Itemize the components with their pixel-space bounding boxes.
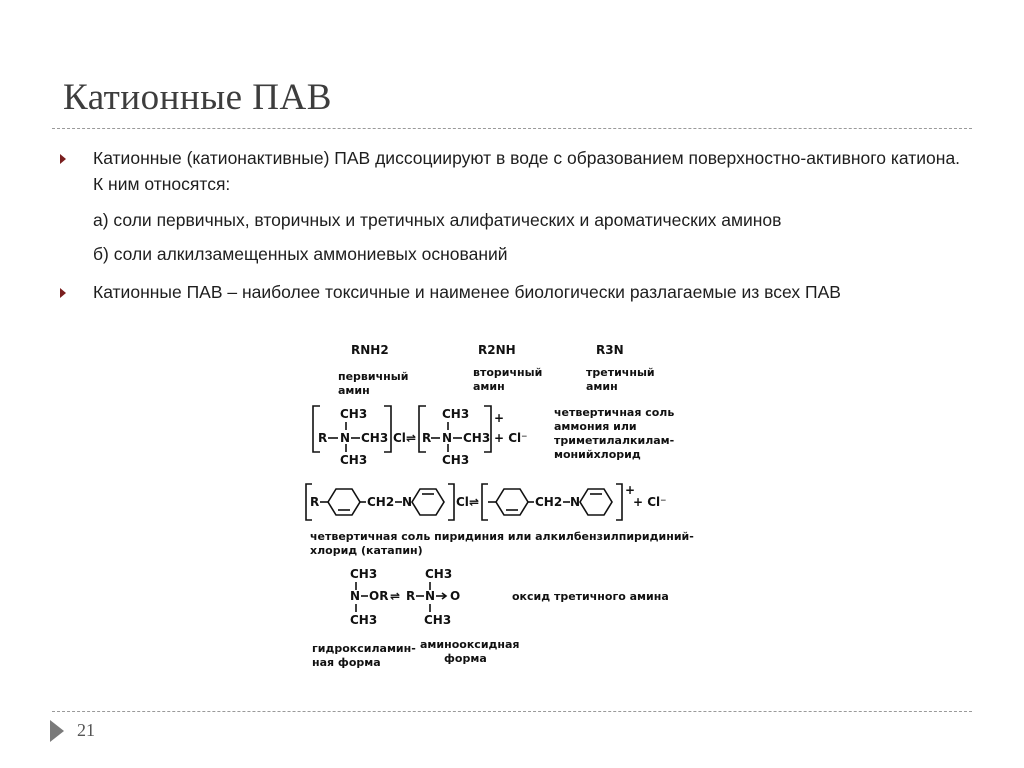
quaternary-ammonium-structure — [313, 406, 528, 467]
quaternary-label: монийхлорид — [554, 448, 641, 461]
pyridinium-label: четвертичная соль пиридиния или алкилбензилпиридиний- — [310, 530, 694, 543]
chem-label: + — [494, 411, 505, 425]
amine-oxide-structure — [350, 567, 460, 627]
chem-bond — [384, 406, 391, 452]
footer-divider — [52, 711, 972, 712]
primary-amine-formula: RNH2 — [351, 343, 389, 357]
pyridinium-structure — [306, 483, 667, 520]
sub-item-a: а) соли первичных, вторичных и третичных алифатических и ароматических аминов — [93, 210, 782, 230]
chem-label: OR — [369, 589, 389, 603]
chem-label: O — [450, 589, 461, 603]
chem-label: + Cl⁻ — [494, 431, 528, 445]
hydroxylamine-label: гидроксиламин- — [312, 642, 416, 655]
page-number: 21 — [77, 720, 95, 740]
chem-label: CH2 — [535, 495, 563, 509]
chem-label: N — [442, 431, 453, 445]
chem-label: N — [340, 431, 351, 445]
chem-label: R — [318, 431, 328, 445]
chem-label: CH2 — [367, 495, 395, 509]
chem-label: N — [402, 495, 413, 509]
pyridinium-label: хлорид (катапин) — [310, 544, 423, 557]
chem-label: CH3 — [463, 431, 491, 445]
quaternary-label: аммония или — [554, 420, 637, 433]
secondary-amine-formula: R2NH — [478, 343, 516, 357]
chem-label: CH3 — [340, 407, 368, 421]
chem-label: CH3 — [424, 613, 452, 627]
primary-amine-label: амин — [338, 384, 370, 397]
chem-label: Cl — [393, 431, 406, 445]
chem-label: + — [625, 483, 636, 497]
primary-amine-label: первичный — [338, 370, 409, 383]
bullet-arrow-icon — [60, 288, 66, 298]
chem-label: N — [350, 589, 361, 603]
quaternary-label: четвертичная соль — [554, 406, 675, 419]
bullet-arrow-icon — [60, 154, 66, 164]
sub-item-b: б) соли алкилзамещенных аммониевых оснований — [93, 244, 508, 264]
secondary-amine-label: вторичный — [473, 366, 543, 379]
chem-label: R — [422, 431, 432, 445]
next-slide-icon[interactable] — [50, 720, 64, 742]
chem-bond — [484, 406, 491, 452]
chem-label: CH3 — [361, 431, 389, 445]
chem-label: ⇌ — [469, 495, 480, 509]
chem-label: CH3 — [442, 453, 470, 467]
bullet-text-2: Катионные ПАВ – наиболее токсичные и наименее биологически разлагаемые из всех ПАВ — [93, 282, 841, 302]
chem-label: CH3 — [350, 613, 378, 627]
hydroxylamine-label: ная форма — [312, 656, 381, 669]
tertiary-amine-label: амин — [586, 380, 618, 393]
chem-bond — [313, 406, 320, 452]
chem-label: + Cl⁻ — [633, 495, 667, 509]
amine-oxide-label: оксид третичного амина — [512, 590, 669, 603]
chem-label: CH3 — [442, 407, 470, 421]
chem-label: ⇌ — [390, 589, 401, 603]
chem-bond — [448, 484, 454, 520]
chem-label: ⇌ — [406, 431, 417, 445]
secondary-amine-label: амин — [473, 380, 505, 393]
chem-bond — [419, 406, 426, 452]
chem-bond — [616, 484, 622, 520]
chem-label: CH3 — [350, 567, 378, 581]
tertiary-amine-label: третичный — [586, 366, 655, 379]
chem-bond — [412, 489, 444, 515]
quaternary-label: триметилалкилам- — [554, 434, 675, 447]
chem-bond — [482, 484, 488, 520]
chem-label: N — [425, 589, 436, 603]
chem-label: R — [406, 589, 416, 603]
chem-bond — [496, 489, 528, 515]
chem-bond — [328, 489, 360, 515]
title-divider — [52, 128, 972, 129]
chem-label: CH3 — [340, 453, 368, 467]
chem-label: Cl — [456, 495, 469, 509]
chem-label: R — [310, 495, 320, 509]
chem-label: CH3 — [425, 567, 453, 581]
aminooxide-label: форма — [444, 652, 487, 665]
aminooxide-label: аминооксидная — [420, 638, 520, 651]
bullet-text-1: Катионные (катионактивные) ПАВ диссоциируют в воде с образованием поверхностно-активного катиона. К ним относятся: — [93, 148, 961, 194]
chem-label: N — [570, 495, 581, 509]
chemical-structures-figure — [298, 334, 718, 676]
chem-bond — [580, 489, 612, 515]
tertiary-amine-formula: R3N — [596, 343, 624, 357]
page-title: Катионные ПАВ — [63, 77, 332, 118]
